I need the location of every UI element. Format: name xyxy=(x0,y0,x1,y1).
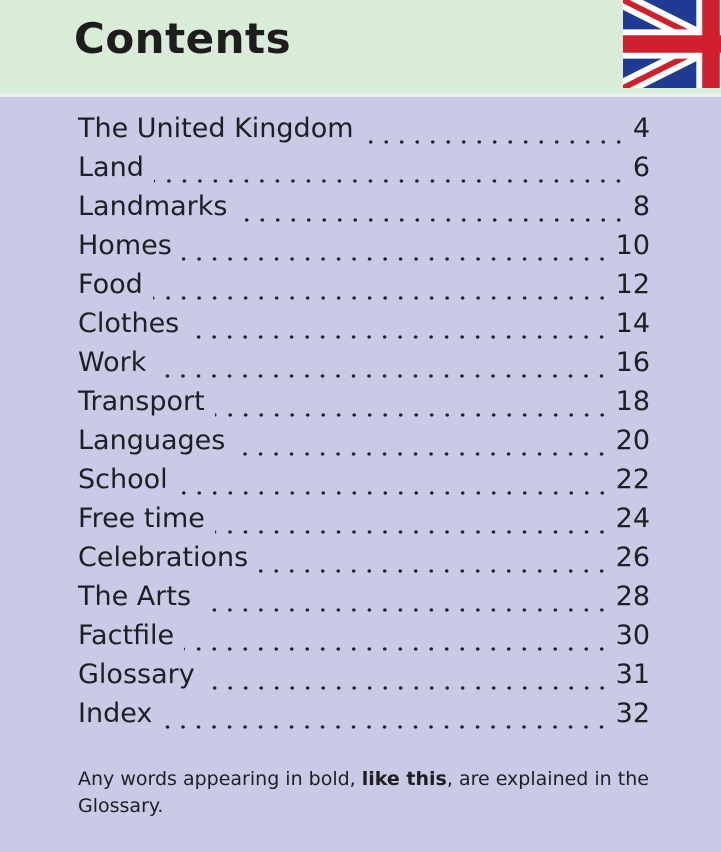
header-divider xyxy=(0,93,721,97)
toc-entry xyxy=(78,425,650,464)
toc-leader-dots xyxy=(189,335,609,339)
toc-entry-label: Land xyxy=(78,152,144,183)
note-text-before: Any words appearing in bold, xyxy=(78,768,362,790)
toc-entry xyxy=(78,230,650,269)
toc-entry-page-number: 31 xyxy=(615,659,650,690)
toc-entry xyxy=(78,308,650,347)
toc-entry-label: Glossary xyxy=(78,659,195,690)
toc-entry xyxy=(78,191,650,230)
toc-leader-dots xyxy=(153,296,610,300)
toc-leader-dots xyxy=(162,725,609,729)
toc-entry xyxy=(78,542,650,581)
toc-entry-page-number: 30 xyxy=(615,620,650,651)
toc-entry-page-number: 16 xyxy=(615,347,650,378)
toc-entry-page-number: 14 xyxy=(615,308,650,339)
toc-entry-label: Clothes xyxy=(78,308,180,339)
toc-entry xyxy=(78,113,650,152)
union-jack-flag-icon xyxy=(623,0,721,88)
toc-entry-label: Transport xyxy=(78,386,205,417)
toc-leader-dots xyxy=(205,686,610,690)
toc-entry xyxy=(78,464,650,503)
toc-entry xyxy=(78,386,650,425)
toc-entry-label: Homes xyxy=(78,230,172,261)
toc-leader-dots xyxy=(201,608,610,612)
table-of-contents xyxy=(78,113,650,737)
toc-leader-dots xyxy=(238,218,627,222)
toc-entry-label: Languages xyxy=(78,425,226,456)
toc-entry xyxy=(78,620,650,659)
toc-leader-dots xyxy=(154,179,626,183)
toc-entry-page-number: 8 xyxy=(632,191,650,222)
toc-leader-dots xyxy=(178,491,610,495)
toc-entry xyxy=(78,659,650,698)
toc-entry-label: School xyxy=(78,464,168,495)
toc-entry xyxy=(78,698,650,737)
note-bold-example: like this xyxy=(361,768,447,790)
toc-entry-page-number: 32 xyxy=(615,698,650,729)
toc-entry-label: Landmarks xyxy=(78,191,228,222)
toc-entry-label: Free time xyxy=(78,503,205,534)
page-title: Contents xyxy=(74,14,292,63)
toc-entry-label: Food xyxy=(78,269,143,300)
toc-entry xyxy=(78,581,650,620)
toc-entry-page-number: 10 xyxy=(615,230,650,261)
glossary-note xyxy=(78,766,678,820)
toc-entry-page-number: 26 xyxy=(615,542,650,573)
toc-entry-label: Index xyxy=(78,698,153,729)
toc-leader-dots xyxy=(215,413,610,417)
toc-entry-label: The Arts xyxy=(78,581,192,612)
toc-entry-label: The United Kingdom xyxy=(78,113,354,144)
toc-leader-dots xyxy=(182,257,610,261)
toc-entry xyxy=(78,152,650,191)
toc-entry-page-number: 4 xyxy=(632,113,650,144)
toc-leader-dots xyxy=(215,530,610,534)
toc-leader-dots xyxy=(235,452,609,456)
toc-entry xyxy=(78,503,650,542)
toc-entry-page-number: 12 xyxy=(615,269,650,300)
toc-entry xyxy=(78,269,650,308)
toc-entry-label: Factfile xyxy=(78,620,175,651)
toc-entry xyxy=(78,347,650,386)
toc-entry-page-number: 28 xyxy=(615,581,650,612)
note-text-after: , are explained in the Glossary. xyxy=(78,768,649,817)
toc-entry-page-number: 24 xyxy=(615,503,650,534)
toc-entry-label: Celebrations xyxy=(78,542,249,573)
toc-leader-dots xyxy=(156,374,609,378)
toc-entry-label: Work xyxy=(78,347,147,378)
toc-leader-dots xyxy=(258,569,609,573)
toc-entry-page-number: 20 xyxy=(615,425,650,456)
toc-entry-page-number: 6 xyxy=(632,152,650,183)
toc-entry-page-number: 22 xyxy=(615,464,650,495)
toc-entry-page-number: 18 xyxy=(615,386,650,417)
toc-leader-dots xyxy=(364,140,626,144)
toc-leader-dots xyxy=(184,647,609,651)
